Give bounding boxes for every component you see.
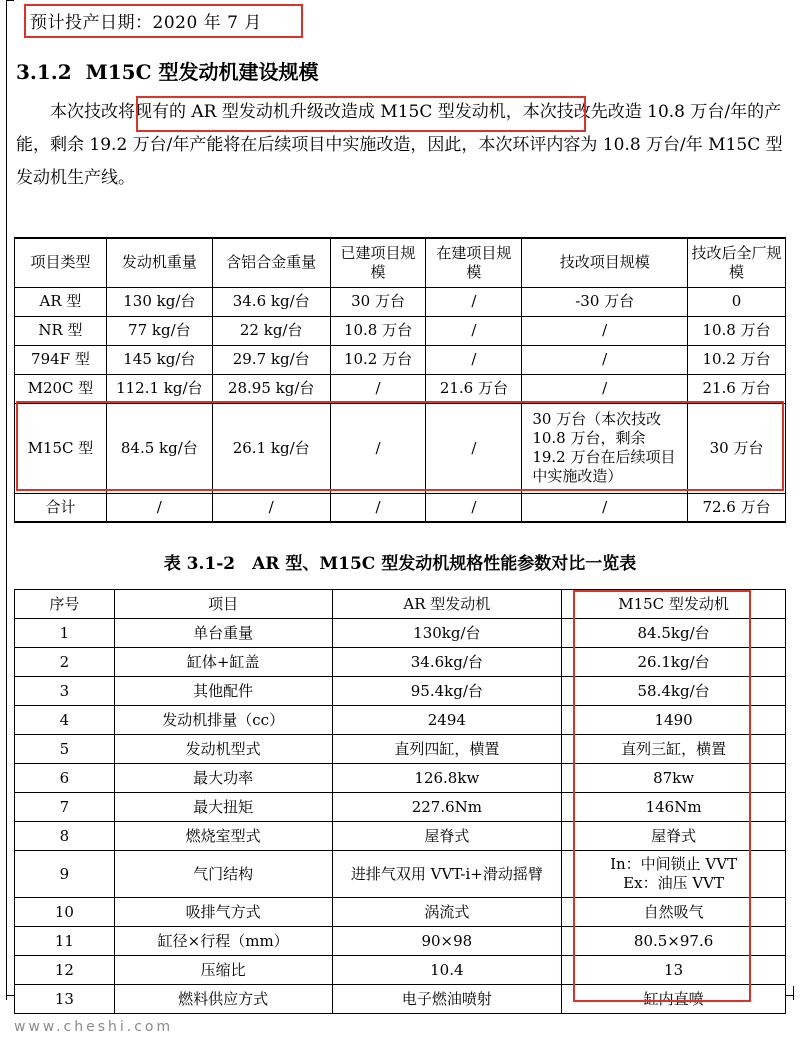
table-cell: 13 [562,956,786,985]
table-cell: 21.6 万台 [426,374,522,403]
table-cell: / [426,316,522,345]
table-cell: 4 [15,706,115,735]
table-cell: M15C 型 [15,403,107,493]
table-cell: 10.2 万台 [688,345,786,374]
table-cell: 直列四缸，横置 [332,735,562,764]
table-cell: 合计 [15,493,107,522]
table-row [15,316,786,345]
table-cell: AR 型 [15,287,107,316]
table-cell: 794F 型 [15,345,107,374]
table-cell: 11 [15,927,115,956]
table-cell: 130 kg/台 [106,287,212,316]
table-cell: 95.4kg/台 [332,677,562,706]
table-header-cell: 技改项目规模 [522,238,688,287]
table-cell: 7 [15,793,115,822]
highlight-box-upgrade [136,96,586,132]
table-cell: 单台重量 [114,619,332,648]
table-cell: 缸体+缸盖 [114,648,332,677]
table-cell: 缸径×行程（mm） [114,927,332,956]
table-cell: 58.4kg/台 [562,677,786,706]
table-cell: NR 型 [15,316,107,345]
production-date: 预计投产日期：2020 年 7 月 [30,13,262,33]
table-cell: 涡流式 [332,898,562,927]
table-cell: 126.8kw [332,764,562,793]
table-header-row [15,238,786,287]
table-row [15,287,786,316]
table-cell: 1490 [562,706,786,735]
table-header-cell: 技改后全厂规模 [688,238,786,287]
table-cell: 3 [15,677,115,706]
highlight-box-m15c-column [573,590,751,1002]
table-cell: 发动机排量（cc） [114,706,332,735]
table-cell: 自然吸气 [562,898,786,927]
table-cell: 34.6kg/台 [332,648,562,677]
table-cell: / [212,493,330,522]
page-frame-right [793,986,794,1000]
table-cell: 112.1 kg/台 [106,374,212,403]
table-cell: 87kw [562,764,786,793]
section-heading [16,56,318,85]
table-cell: 10.4 [332,956,562,985]
table-cell: 10 [15,898,115,927]
table-cell: 21.6 万台 [688,374,786,403]
table-caption: 表 3.1-2 AR 型、M15C 型发动机规格性能参数对比一览表 [163,554,637,574]
table-cell: 吸排气方式 [114,898,332,927]
table-cell: 直列三缸，横置 [562,735,786,764]
table-cell: 压缩比 [114,956,332,985]
table-cell: 146Nm [562,793,786,822]
table-cell: 30 万台 [688,403,786,493]
page-frame-tick [6,0,14,1]
table-row [15,345,786,374]
table-cell: 227.6Nm [332,793,562,822]
table-cell: M20C 型 [15,374,107,403]
table-cell: 0 [688,287,786,316]
table-header-cell: M15C 型发动机 [562,590,786,619]
table-row [15,493,786,522]
page-frame-tick [6,995,14,996]
table-cell: 10.8 万台 [330,316,426,345]
table-cell: / [522,374,688,403]
table-cell: 进排气双用 VVT-i+滑动摇臂 [332,851,562,898]
table-header-cell: 发动机重量 [106,238,212,287]
table-cell: 28.95 kg/台 [212,374,330,403]
table-header-cell: 含铝合金重量 [212,238,330,287]
table-cell: 电子燃油喷射 [332,985,562,1014]
table-header-cell: 序号 [15,590,115,619]
table-cell: 5 [15,735,115,764]
table-row [15,374,786,403]
table-cell: 145 kg/台 [106,345,212,374]
section-number: 3.1.2 [16,60,72,84]
table-cell: 130kg/台 [332,619,562,648]
table-header-cell: 项目类型 [15,238,107,287]
table-cell: 10.2 万台 [330,345,426,374]
table-cell: 26.1 kg/台 [212,403,330,493]
table-cell: / [426,493,522,522]
table-cell: 6 [15,764,115,793]
table-cell: 屋脊式 [332,822,562,851]
table-cell: 22 kg/台 [212,316,330,345]
paragraph-text: 本次技改将现有的 AR 型发动机升级改造成 M15C 型发动机，本次技改先改造 10.8 万台/年的产能，剩余 19.2 万台/年产能将在后续项目中实施改造，因此，本次环评内容为 10.8 万台/年 M15C 型发动机生产线。 [16,102,783,188]
table-cell: 34.6 kg/台 [212,287,330,316]
table-cell: 其他配件 [114,677,332,706]
table-cell: / [330,403,426,493]
section-title: M15C 型发动机建设规模 [85,60,319,84]
highlight-box-date [24,4,303,38]
table-header-cell: AR 型发动机 [332,590,562,619]
table-cell: 90×98 [332,927,562,956]
table-header-cell: 项目 [114,590,332,619]
table-cell: 屋脊式 [562,822,786,851]
table-cell: / [426,403,522,493]
highlight-box-m15c-row [16,401,784,491]
table-cell: 8 [15,822,115,851]
table-cell: 发动机型式 [114,735,332,764]
table-cell: / [522,493,688,522]
table-header-cell: 已建项目规模 [330,238,426,287]
table-cell: / [330,374,426,403]
table-cell: 10.8 万台 [688,316,786,345]
table-header-cell: 在建项目规模 [426,238,522,287]
table-cell: / [330,493,426,522]
table-cell: 燃料供应方式 [114,985,332,1014]
table-cell: 9 [15,851,115,898]
table-cell: In：中间锁止 VVT Ex：油压 VVT [562,851,786,898]
table-cell: -30 万台 [522,287,688,316]
table-cell: 气门结构 [114,851,332,898]
table-cell: 72.6 万台 [688,493,786,522]
table-cell: / [426,287,522,316]
table-cell: 80.5×97.6 [562,927,786,956]
table-cell: 84.5kg/台 [562,619,786,648]
page-frame-left [6,0,7,1000]
table-cell: 2494 [332,706,562,735]
table-cell: 84.5 kg/台 [106,403,212,493]
table-cell: 13 [15,985,115,1014]
table-cell: 30 万台（本次技改 10.8 万台，剩余 19.2 万台在后续项目中实施改造） [522,403,688,493]
table-cell: 缸内直喷 [562,985,786,1014]
watermark: www.cheshi.com [14,1019,174,1035]
table-cell: 30 万台 [330,287,426,316]
table-cell: / [106,493,212,522]
table-cell: 最大扭矩 [114,793,332,822]
table-cell: 1 [15,619,115,648]
table-cell: 26.1kg/台 [562,648,786,677]
table-cell: 12 [15,956,115,985]
table-cell: 77 kg/台 [106,316,212,345]
table-cell: 燃烧室型式 [114,822,332,851]
table-cell: 29.7 kg/台 [212,345,330,374]
table-cell: 2 [15,648,115,677]
table-cell: / [522,345,688,374]
table-cell: 最大功率 [114,764,332,793]
table-cell: / [426,345,522,374]
table-cell: / [522,316,688,345]
